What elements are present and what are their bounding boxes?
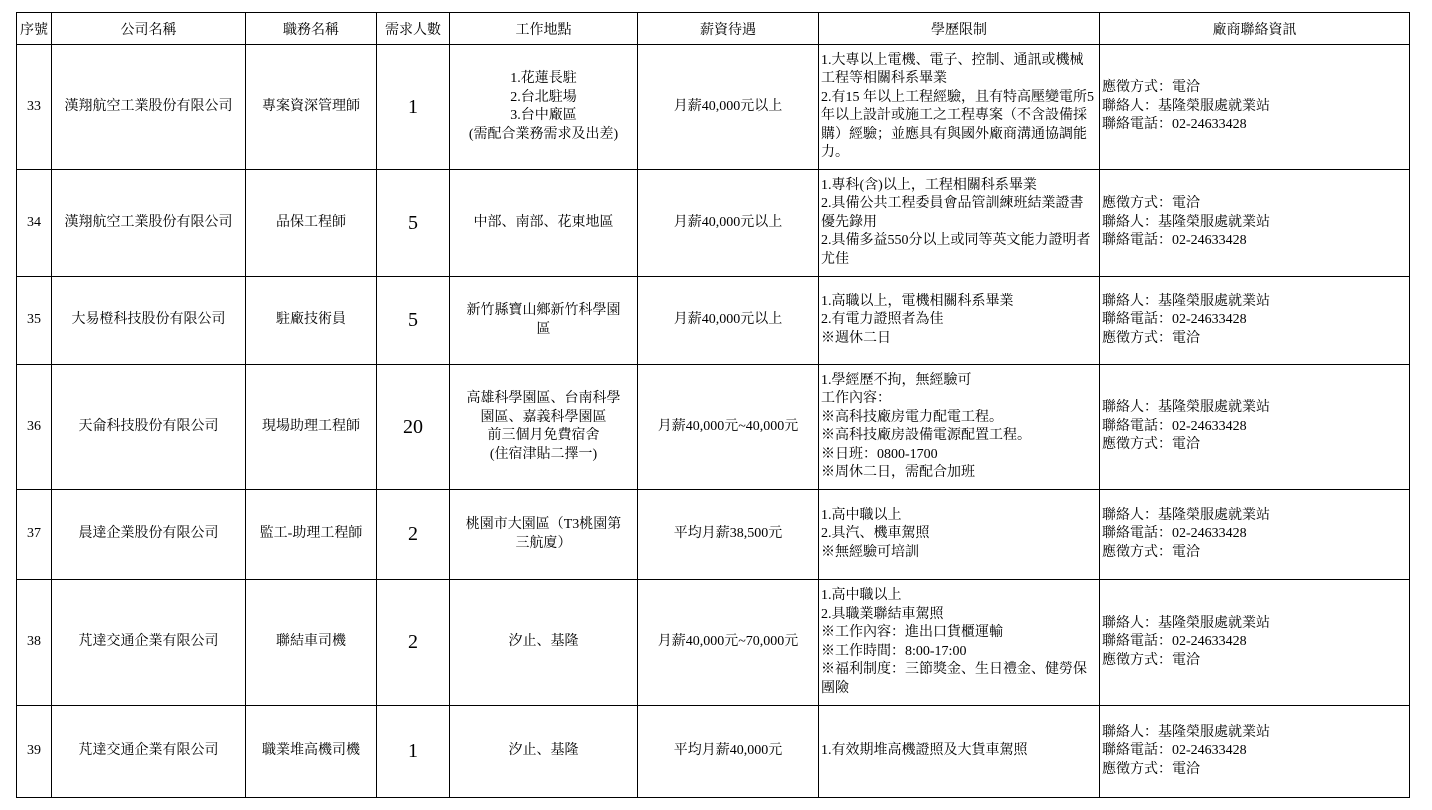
- seq-cell: 38: [17, 580, 52, 706]
- contact-line: 聯絡人：基隆榮服處就業站: [1102, 293, 1270, 309]
- table-row: [17, 580, 1410, 706]
- salary-cell: 月薪40,000元以上: [638, 277, 819, 365]
- table-row: [17, 170, 1410, 277]
- salary-cell: 平均月薪40,000元: [638, 706, 819, 798]
- job-cell: 職業堆高機司機: [246, 706, 377, 798]
- education-line: 1.高職以上，電機相關科系畢業: [821, 293, 1014, 309]
- education-line: 1.高中職以上: [821, 588, 902, 603]
- education-line: 2.具職業聯結車駕照: [821, 606, 944, 622]
- table-row: [17, 490, 1410, 580]
- job-cell: 聯結車司機: [246, 580, 377, 706]
- location-line: 3.台中廠區: [510, 108, 577, 123]
- location-cell: [450, 365, 638, 490]
- contact-line: 應徵方式：電洽: [1102, 761, 1200, 777]
- count-cell: 2: [377, 580, 450, 706]
- location-cell: [450, 580, 638, 706]
- location-line: 中部、南部、花東地區: [473, 214, 614, 230]
- company-cell: 芃達交通企業有限公司: [52, 706, 246, 798]
- contact-cell: [1100, 170, 1410, 277]
- count-cell: 5: [377, 277, 450, 365]
- education-cell: [819, 45, 1100, 170]
- contact-line: 聯絡電話：02-24633428: [1102, 233, 1247, 249]
- education-line: ※工作時間：8:00-17:00: [821, 643, 967, 659]
- company-cell: 漢翔航空工業股份有限公司: [52, 170, 246, 277]
- contact-line: 應徵方式：電洽: [1102, 544, 1200, 560]
- seq-cell: 36: [17, 365, 52, 490]
- education-line: ※高科技廠房電力配電工程。: [821, 409, 1003, 425]
- company-cell: 漢翔航空工業股份有限公司: [52, 45, 246, 170]
- education-line: ※周休二日，需配合加班: [821, 465, 975, 480]
- contact-line: 聯絡電話：02-24633428: [1102, 312, 1247, 328]
- education-line: 1.大專以上電機、電子、控制、通訊或機械工程等相關科系畢業: [821, 52, 1084, 86]
- contact-cell: [1100, 277, 1410, 365]
- count-cell: 5: [377, 170, 450, 277]
- job-cell: 品保工程師: [246, 170, 377, 277]
- education-line: 2.具備公共工程委員會品管訓練班結業證書優先錄用: [821, 196, 1084, 230]
- education-line: 1.有效期堆高機證照及大貨車駕照: [821, 743, 1028, 759]
- table-row: [17, 277, 1410, 365]
- location-line: 2.台北駐場: [510, 89, 577, 105]
- education-line: 2.有電力證照者為佳: [821, 312, 944, 328]
- company-cell: 芃達交通企業有限公司: [52, 580, 246, 706]
- job-cell: 監工-助理工程師: [246, 490, 377, 580]
- table-row: [17, 45, 1410, 170]
- location-line: 新竹縣寶山鄉新竹科學園區: [466, 303, 621, 337]
- job-cell: 現場助理工程師: [246, 365, 377, 490]
- education-line: ※工作內容：進出口貨櫃運輸: [821, 625, 1003, 640]
- contact-line: 聯絡人：基隆榮服處就業站: [1102, 615, 1270, 631]
- count-cell: 2: [377, 490, 450, 580]
- education-cell: [819, 170, 1100, 277]
- header-row: [17, 13, 1410, 45]
- contact-line: 聯絡電話：02-24633428: [1102, 634, 1247, 650]
- count-cell: 1: [377, 706, 450, 798]
- education-line: 2.具備多益550分以上或同等英文能力證明者尤佳: [821, 233, 1091, 267]
- contact-line: 聯絡電話：02-24633428: [1102, 418, 1247, 434]
- contact-line: 聯絡人：基隆榮服處就業站: [1102, 507, 1270, 523]
- location-line: 1.花蓮長駐: [510, 71, 577, 86]
- education-cell: [819, 365, 1100, 490]
- contact-cell: [1100, 45, 1410, 170]
- education-line: 1.專科(含)以上，工程相關科系畢業: [821, 177, 1037, 193]
- location-line: 前三個月免費宿舍: [487, 428, 600, 443]
- seq-cell: 37: [17, 490, 52, 580]
- location-cell: [450, 170, 638, 277]
- contact-line: 聯絡人：基隆榮服處就業站: [1102, 724, 1270, 740]
- education-line: ※無經驗可培訓: [821, 544, 919, 560]
- location-line: 汐止、基隆: [508, 743, 579, 759]
- education-cell: [819, 277, 1100, 365]
- contact-line: 應徵方式：電洽: [1102, 330, 1200, 346]
- contact-cell: [1100, 365, 1410, 490]
- job-listing-table: [16, 12, 1410, 798]
- location-line: 高雄科學園區、台南科學園區、嘉義科學園區: [466, 391, 621, 425]
- contact-cell: [1100, 706, 1410, 798]
- seq-cell: 35: [17, 277, 52, 365]
- header-contact: 廠商聯絡資訊: [1100, 13, 1410, 45]
- education-cell: [819, 490, 1100, 580]
- location-line: 桃園市大園區（T3桃園第三航廈）: [465, 517, 622, 551]
- contact-line: 聯絡電話：02-24633428: [1102, 526, 1247, 542]
- job-cell: 駐廠技術員: [246, 277, 377, 365]
- salary-cell: 月薪40,000元~70,000元: [638, 580, 819, 706]
- location-line: (需配合業務需求及出差): [468, 126, 619, 142]
- seq-cell: 33: [17, 45, 52, 170]
- education-line: 1.學經歷不拘，無經驗可: [821, 372, 972, 388]
- salary-cell: 月薪40,000元~40,000元: [638, 365, 819, 490]
- header-company: 公司名稱: [52, 13, 246, 45]
- table-row: [17, 706, 1410, 798]
- education-line: 工作內容：: [821, 391, 891, 406]
- header-job: 職務名稱: [246, 13, 377, 45]
- education-line: 2.有15 年以上工程經驗，且有特高壓變電所5年以上設計或施工之工程專案（不含設備採購）經驗；並應具有與國外廠商溝通協調能力。: [821, 89, 1094, 160]
- contact-line: 應徵方式：電洽: [1102, 80, 1200, 96]
- contact-line: 聯絡人：基隆榮服處就業站: [1102, 214, 1270, 230]
- contact-line: 聯絡人：基隆榮服處就業站: [1102, 400, 1270, 416]
- education-line: 2.具汽、機車駕照: [821, 526, 930, 542]
- seq-cell: 39: [17, 706, 52, 798]
- location-line: (住宿津貼二擇一): [489, 446, 598, 462]
- table-row: [17, 365, 1410, 490]
- education-line: 1.高中職以上: [821, 507, 902, 523]
- header-salary: 薪資待遇: [638, 13, 819, 45]
- header-count: 需求人數: [377, 13, 450, 45]
- header-location: 工作地點: [450, 13, 638, 45]
- location-cell: [450, 277, 638, 365]
- education-line: ※週休二日: [821, 330, 891, 346]
- header-seq: 序號: [17, 13, 52, 45]
- education-line: ※高科技廠房設備電源配置工程。: [821, 428, 1031, 443]
- contact-line: 聯絡人：基隆榮服處就業站: [1102, 98, 1270, 114]
- company-cell: 大易橙科技股份有限公司: [52, 277, 246, 365]
- count-cell: 1: [377, 45, 450, 170]
- education-line: ※福利制度：三節獎金、生日禮金、健勞保團險: [821, 662, 1087, 696]
- contact-line: 應徵方式：電洽: [1102, 652, 1200, 668]
- contact-line: 聯絡電話：02-24633428: [1102, 743, 1247, 759]
- location-cell: [450, 490, 638, 580]
- company-cell: 晨達企業股份有限公司: [52, 490, 246, 580]
- contact-cell: [1100, 580, 1410, 706]
- salary-cell: 月薪40,000元以上: [638, 170, 819, 277]
- education-cell: [819, 580, 1100, 706]
- education-cell: [819, 706, 1100, 798]
- header-education: 學歷限制: [819, 13, 1100, 45]
- seq-cell: 34: [17, 170, 52, 277]
- company-cell: 天侖科技股份有限公司: [52, 365, 246, 490]
- location-line: 汐止、基隆: [508, 634, 579, 650]
- location-cell: [450, 45, 638, 170]
- count-cell: 20: [377, 365, 450, 490]
- location-cell: [450, 706, 638, 798]
- contact-line: 應徵方式：電洽: [1102, 196, 1200, 212]
- contact-line: 聯絡電話：02-24633428: [1102, 117, 1247, 133]
- salary-cell: 平均月薪38,500元: [638, 490, 819, 580]
- contact-line: 應徵方式：電洽: [1102, 437, 1200, 453]
- salary-cell: 月薪40,000元以上: [638, 45, 819, 170]
- education-line: ※日班：0800-1700: [821, 446, 938, 462]
- contact-cell: [1100, 490, 1410, 580]
- job-cell: 專案資深管理師: [246, 45, 377, 170]
